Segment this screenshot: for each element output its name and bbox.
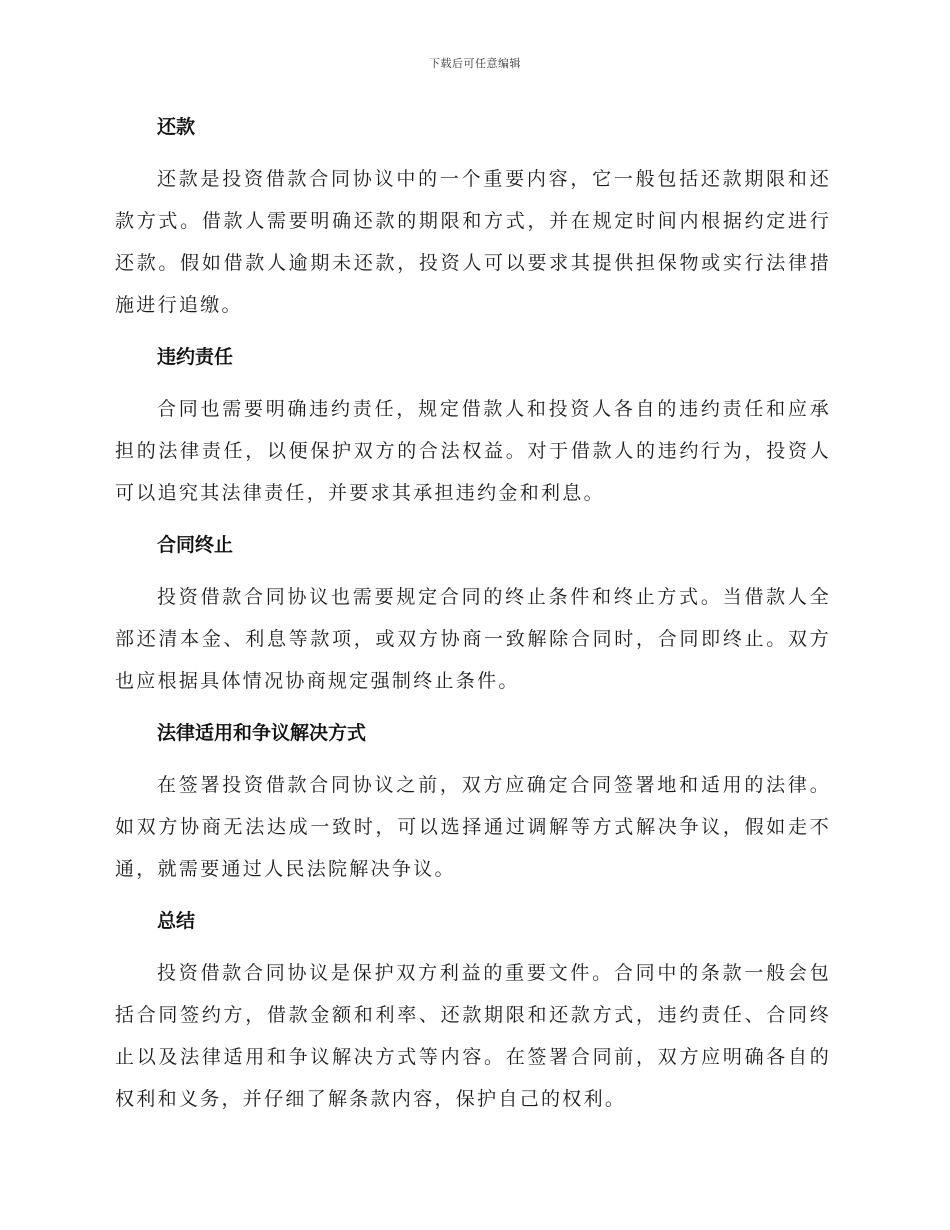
section-paragraph: 投资借款合同协议是保护双方利益的重要文件。合同中的条款一般会包括合同签约方，借款金额和利率、还款期限和还款方式，违约责任、合同终止以及法律适用和争议解决方式等内容。在签署合同前，双方应明确各自的权利和义务，并仔细了解条款内容，保护自己的权利。	[115, 962, 831, 1110]
section-heading: 总结	[157, 910, 196, 932]
section-heading: 还款	[157, 116, 196, 138]
section-summary	[115, 900, 831, 1120]
section-paragraph: 还款是投资借款合同协议中的一个重要内容，它一般包括还款期限和还款方式。借款人需要明确还款的期限和方式，并在规定时间内根据约定进行还款。假如借款人逾期未还款，投资人可以要求其提供担保物或实行法律措施进行追缴。	[115, 168, 831, 316]
section-paragraph: 投资借款合同协议也需要规定合同的终止条件和终止方式。当借款人全部还清本金、利息等款项，或双方协商一致解除合同时，合同即终止。双方也应根据具体情况协商规定强制终止条件。	[115, 586, 831, 692]
section-breach-liability	[115, 336, 831, 514]
document-body	[115, 106, 831, 1130]
section-heading: 法律适用和争议解决方式	[157, 722, 367, 744]
section-heading: 合同终止	[157, 534, 234, 556]
section-repayment	[115, 106, 831, 326]
section-paragraph: 合同也需要明确违约责任，规定借款人和投资人各自的违约责任和应承担的法律责任，以便保护双方的合法权益。对于借款人的违约行为，投资人可以追究其法律责任，并要求其承担违约金和利息。	[115, 398, 831, 504]
page-header: 下载后可任意编辑	[429, 57, 521, 70]
section-paragraph: 在签署投资借款合同协议之前，双方应确定合同签署地和适用的法律。如双方协商无法达成一致时，可以选择通过调解等方式解决争议，假如走不通，就需要通过人民法院解决争议。	[115, 774, 831, 880]
section-heading: 违约责任	[157, 346, 234, 368]
section-contract-termination	[115, 524, 831, 702]
section-governing-law	[115, 712, 831, 890]
